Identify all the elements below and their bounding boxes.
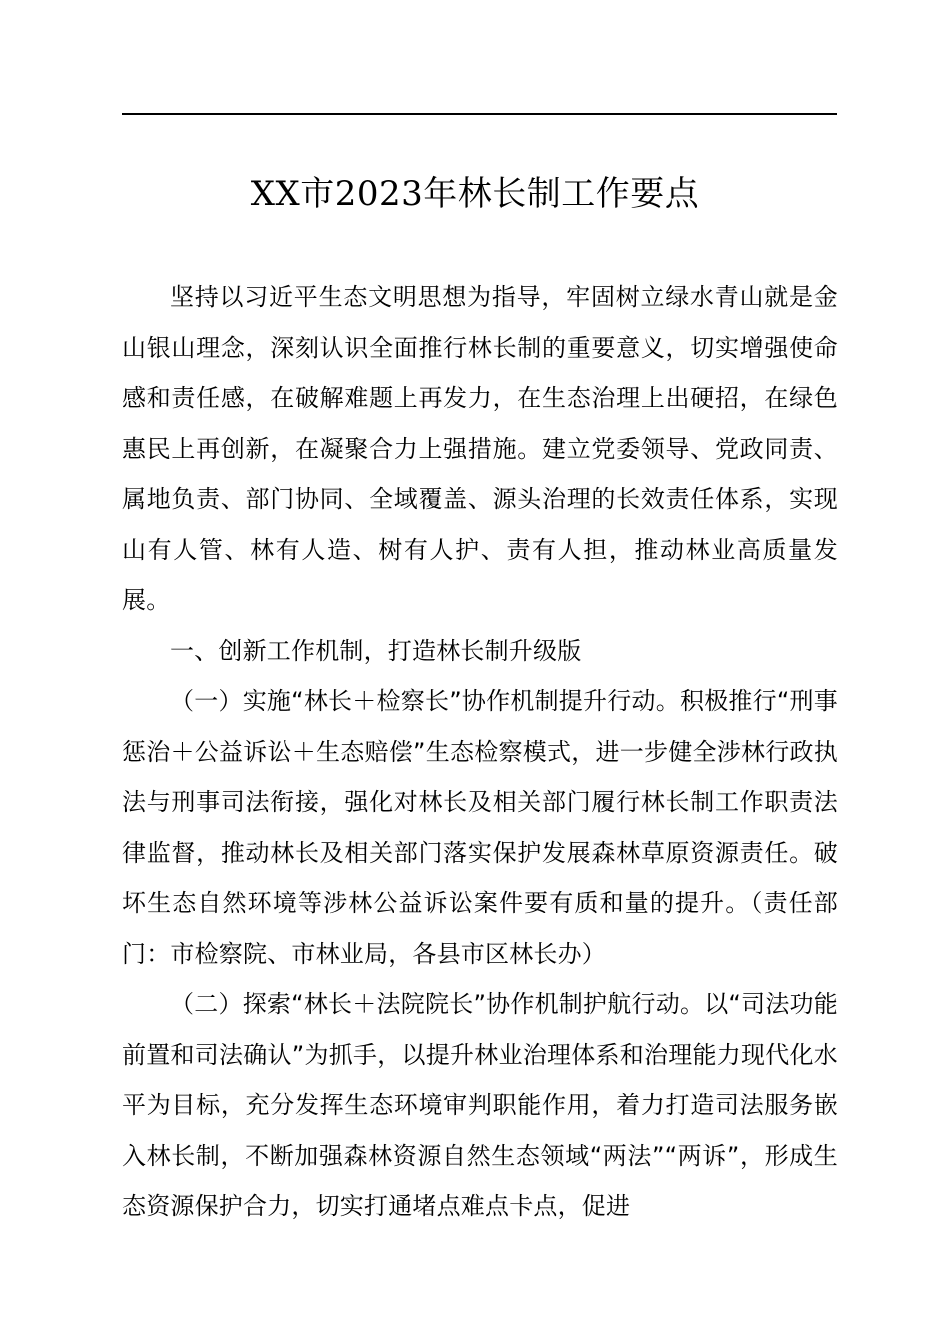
item-paragraph-2: （二）探索“林长＋法院院长”协作机制护航行动。以“司法功能前置和司法确认”为抓手，以提升林业治理体系和治理能力现代化水平为目标，充分发挥生态环境审判职能作用，着力打造司法服务嵌入林长制，不断加强森林资源自然生态领域“两法”“两诉”，形成生态资源保护合力，切实打通堵点难点卡点，促进 [122, 990, 838, 1220]
document-body [122, 272, 838, 1232]
header-rule [122, 113, 837, 115]
intro-paragraph: 坚持以习近平生态文明思想为指导，牢固树立绿水青山就是金山银山理念，深刻认识全面推行林长制的重要意义，切实增强使命感和责任感，在破解难题上再发力，在生态治理上出硬招，在绿色惠民上再创新，在凝聚合力上强措施。建立党委领导、党政同责、属地负责、部门协同、全域覆盖、源头治理的长效责任体系，实现山有人管、林有人造、树有人护、责有人担，推动林业高质量发展。 [122, 283, 838, 614]
item-paragraph-1: （一）实施“林长＋检察长”协作机制提升行动。积极推行“刑事惩治＋公益诉讼＋生态赔偿”生态检察模式，进一步健全涉林行政执法与刑事司法衔接，强化对林长及相关部门履行林长制工作职责法律监督，推动林长及相关部门落实保护发展森林草原资源责任。破坏生态自然环境等涉林公益诉讼案件要有质和量的提升。（责任部门：市检察院、市林业局，各县市区林长办） [122, 687, 838, 968]
document-title: XX市2023年林长制工作要点 [250, 174, 700, 214]
section-heading-1: 一、创新工作机制，打造林长制升级版 [170, 636, 582, 665]
